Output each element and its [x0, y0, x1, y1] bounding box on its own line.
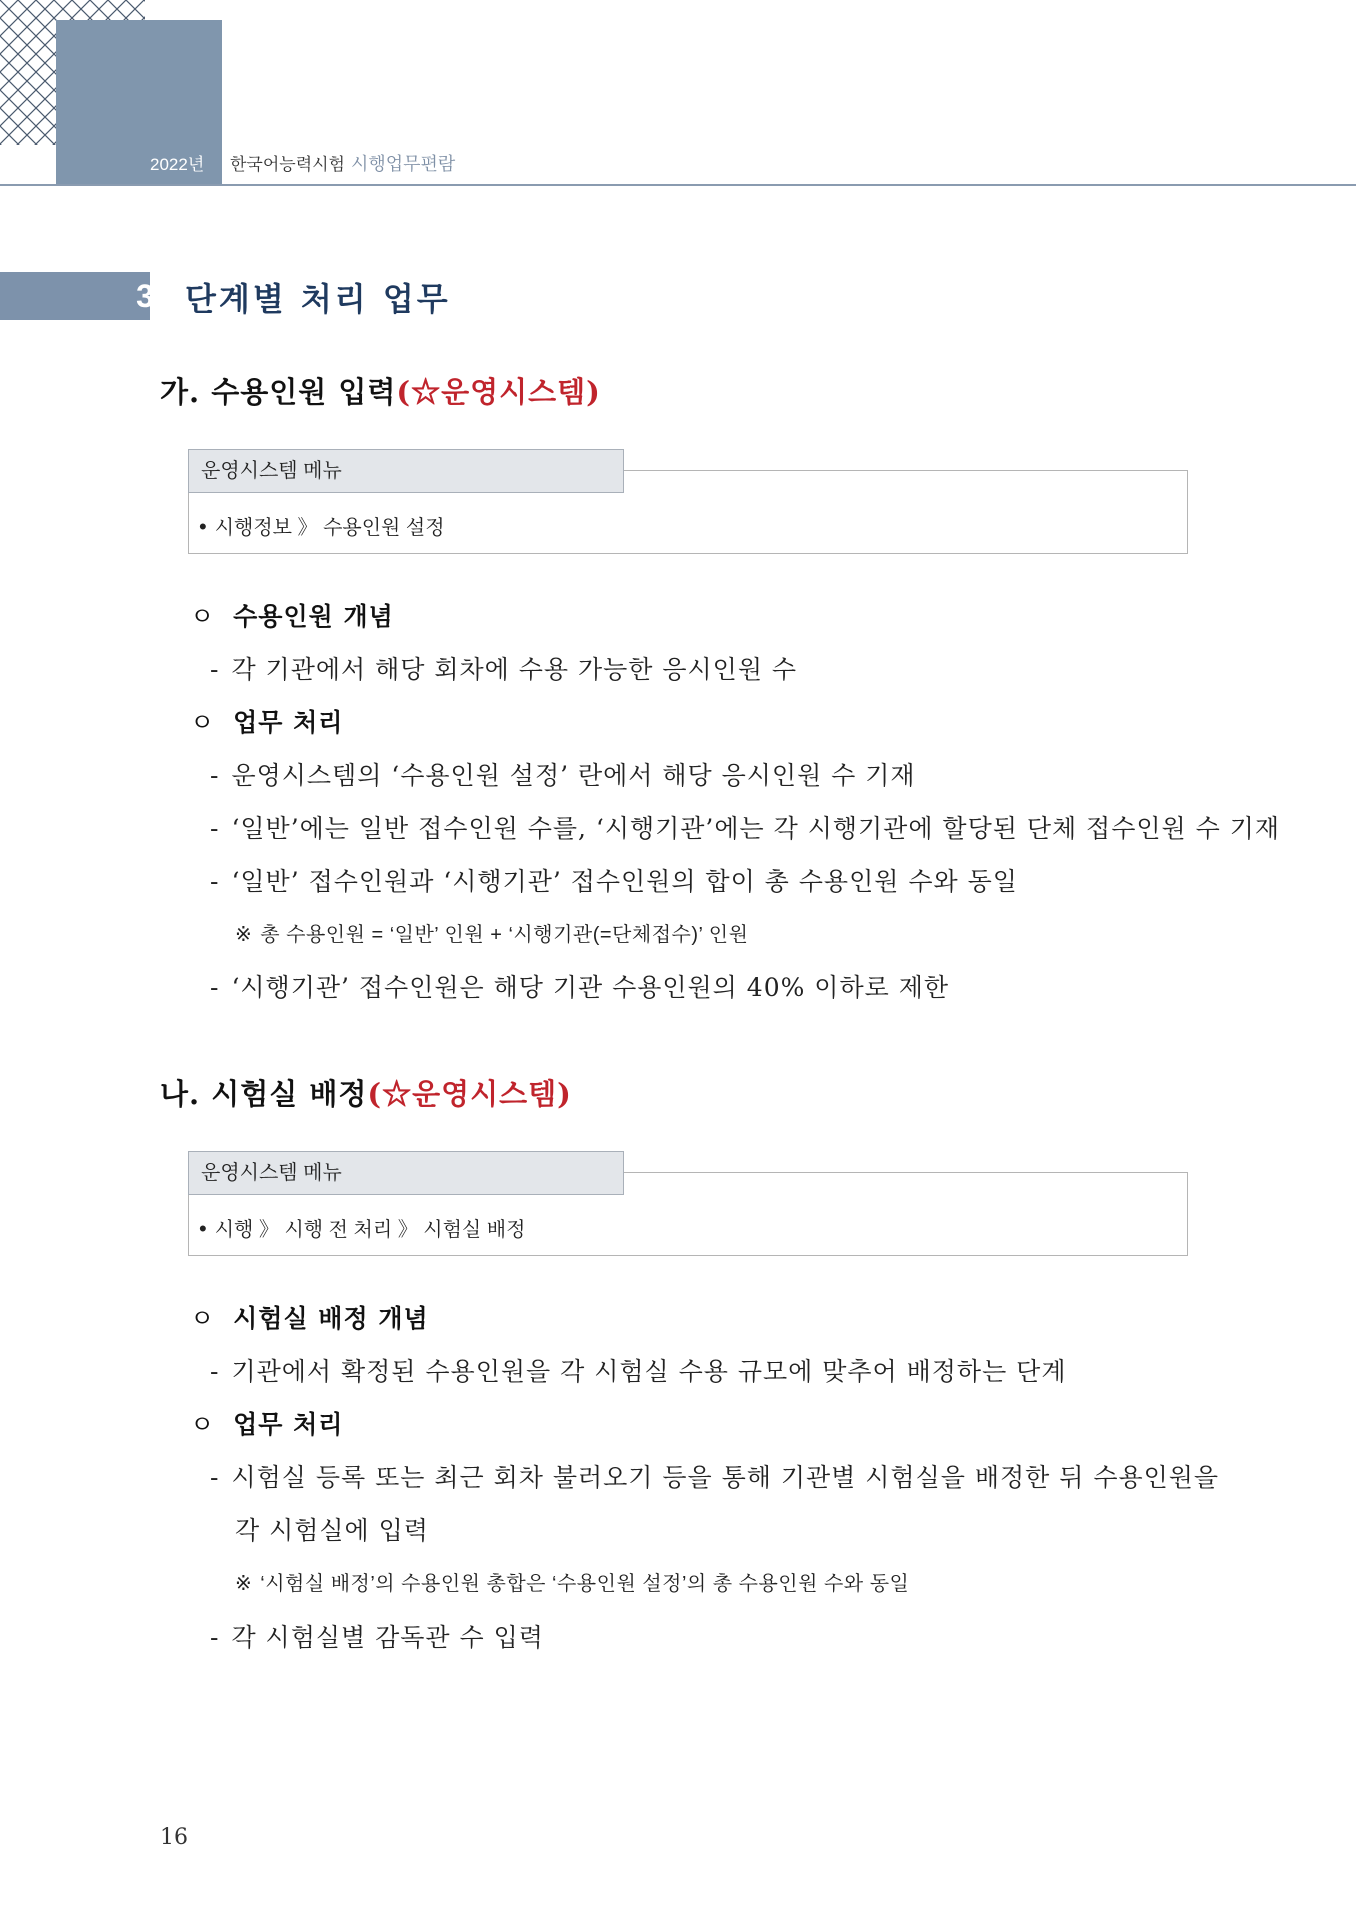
- circle-marker: ㅇ: [190, 1410, 216, 1439]
- part-b-title: 나. 시험실 배정: [160, 1077, 368, 1111]
- part-b-menu-path: 시행 》 시행 전 처리 》 시험실 배정: [214, 1219, 526, 1241]
- part-b-task-line-1-text: 시험실 등록 또는 최근 회차 불러오기 등을 통해 기관별 시험실을 배정한 뒤 수용인원을: [231, 1463, 1220, 1492]
- dash-marker: -: [210, 761, 220, 790]
- part-b-menu-item: [199, 1213, 525, 1242]
- dash-marker: -: [210, 1463, 220, 1492]
- part-b-concept-heading-text: 시험실 배정 개념: [233, 1304, 429, 1333]
- part-b-note-text: ‘시험실 배정’의 수용인원 총합은 ‘수용인원 설정’의 총 수용인원 수와 동일: [260, 1573, 910, 1595]
- dash-marker: -: [210, 655, 220, 684]
- part-a-menu-box: [188, 460, 1188, 554]
- dash-marker: -: [210, 1357, 220, 1386]
- part-b-task-line-2: [210, 1618, 544, 1654]
- part-b-note: [235, 1567, 909, 1596]
- part-a-title: 가. 수용인원 입력: [160, 375, 397, 409]
- bullet-icon: •: [199, 1216, 207, 1241]
- part-a-last-line-text: ‘시행기관’ 접수인원은 해당 기관 수용인원의 40% 이하로 제한: [231, 973, 949, 1002]
- dash-marker: -: [210, 1623, 220, 1652]
- part-b-task-line-1: [210, 1458, 1219, 1494]
- part-a-heading: [160, 370, 601, 411]
- section-separator: [162, 272, 166, 320]
- part-a-note: [235, 918, 748, 947]
- section-number: 3: [136, 278, 154, 314]
- part-a-menu-path: 시행정보 》 수용인원 설정: [214, 517, 445, 539]
- part-b-menu-label: 운영시스템 메뉴: [188, 1151, 624, 1195]
- part-b-menu-box: [188, 1162, 1188, 1256]
- part-a-concept-heading-text: 수용인원 개념: [233, 602, 394, 631]
- header-year: 2022년: [150, 155, 205, 174]
- part-a-concept-line-text: 각 기관에서 해당 회차에 수용 가능한 응시인원 수: [231, 655, 798, 684]
- part-a-task-line-1: [210, 756, 916, 792]
- note-marker: ※: [235, 924, 253, 946]
- circle-marker: ㅇ: [190, 602, 216, 631]
- circle-marker: ㅇ: [190, 1304, 216, 1333]
- part-a-task-line-3-text: ‘일반’ 접수인원과 ‘시행기관’ 접수인원의 합이 총 수용인원 수와 동일: [231, 867, 1018, 896]
- part-b-concept-line: [210, 1352, 1066, 1388]
- header-title-main: 한국어능력시험: [230, 155, 345, 174]
- part-b-heading: [160, 1072, 572, 1113]
- part-a-task-line-2: [210, 809, 1280, 845]
- part-a-task-line-1-text: 운영시스템의 ‘수용인원 설정’ 란에서 해당 응시인원 수 기재: [231, 761, 916, 790]
- part-b-task-line-2-text: 각 시험실별 감독관 수 입력: [231, 1623, 544, 1652]
- part-a-concept-heading: [190, 597, 394, 633]
- section-title: 단계별 처리 업무: [185, 280, 451, 318]
- part-a-task-line-3: [210, 862, 1018, 898]
- note-marker: ※: [235, 1573, 253, 1595]
- part-a-note-text: 총 수용인원 = ‘일반’ 인원 + ‘시행기관(=단체접수)’ 인원: [260, 924, 749, 946]
- dash-marker: -: [210, 867, 220, 896]
- part-b-tag: (☆운영시스템): [367, 1077, 572, 1111]
- part-a-last-line: [210, 968, 949, 1004]
- part-b-task-heading-text: 업무 처리: [233, 1410, 344, 1439]
- part-b-task-line-1-cont: 각 시험실에 입력: [235, 1516, 429, 1545]
- part-a-task-heading-text: 업무 처리: [233, 708, 344, 737]
- dash-marker: -: [210, 973, 220, 1002]
- part-b-concept-line-text: 기관에서 확정된 수용인원을 각 시험실 수용 규모에 맞추어 배정하는 단계: [231, 1357, 1067, 1386]
- dash-marker: -: [210, 814, 220, 843]
- part-a-task-heading: [190, 703, 343, 739]
- circle-marker: ㅇ: [190, 708, 216, 737]
- part-b-concept-heading: [190, 1299, 429, 1335]
- bullet-icon: •: [199, 514, 207, 539]
- part-a-tag: (☆운영시스템): [396, 375, 601, 409]
- part-a-concept-line: [210, 650, 797, 686]
- part-a-menu-item: [199, 511, 445, 540]
- part-b-task-heading: [190, 1405, 343, 1441]
- header-title: [230, 150, 455, 176]
- page-number: 16: [160, 1825, 188, 1850]
- part-a-task-line-2-text: ‘일반’에는 일반 접수인원 수를, ‘시행기관’에는 각 시행기관에 할당된 단체 접수인원 수 기재: [231, 814, 1281, 843]
- part-a-menu-label: 운영시스템 메뉴: [188, 449, 624, 493]
- header-divider: [0, 184, 1356, 186]
- header-subtitle: 시행업무편람: [350, 154, 456, 174]
